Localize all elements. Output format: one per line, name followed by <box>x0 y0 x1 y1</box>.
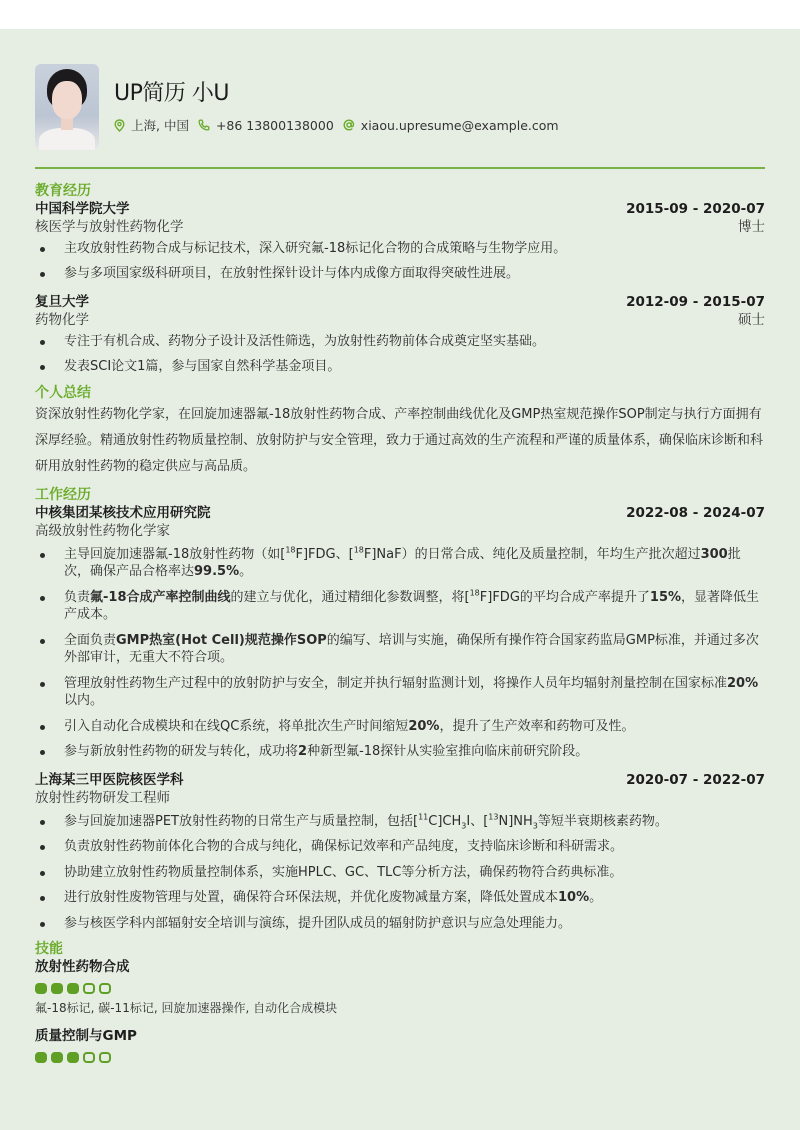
bullet-item: 参与核医学科内部辐射安全培训与演练，提升团队成员的辐射防护意识与应急处理能力。 <box>35 915 765 933</box>
contact-phone <box>198 118 334 133</box>
bullet-item: 参与回旋加速器PET放射性药物的日常生产与质量控制，包括$[^{11}C]CH_3I$、$[^{13}N]NH_3$等短半衰期核素药物。 <box>35 813 765 831</box>
location-pin-icon <box>114 119 125 132</box>
summary-section <box>35 384 765 480</box>
filled-level-dot-icon <box>51 983 63 994</box>
education-dates: 2012-09 - 2015-07 <box>626 293 765 310</box>
work-entry <box>35 504 765 761</box>
school-name: 复旦大学 <box>35 293 89 310</box>
bullet-item: 全面负责GMP热室(Hot Cell)规范操作SOP的编写、培训与实施，确保所有操作符合国家药监局GMP标准，并通过多次外部审计，无重大不符合项。 <box>35 632 765 667</box>
empty-level-dot-icon <box>99 1052 111 1063</box>
section-title-skills: 技能 <box>35 941 63 957</box>
skill-name: 质量控制与GMP <box>35 1028 137 1044</box>
school-name: 中国科学院大学 <box>35 200 130 217</box>
education-bullets <box>35 333 765 376</box>
bullet-item: 专注于有机合成、药物分子设计及活性筛选，为放射性药物前体合成奠定坚实基础。 <box>35 333 765 351</box>
bullet-item: 参与新放射性药物的研发与转化，成功将2种新型氟-18探针从实验室推向临床前研究阶段。 <box>35 743 765 761</box>
filled-level-dot-icon <box>35 983 47 994</box>
summary-text: 资深放射性药物化学家，在回旋加速器氟-18放射性药物合成、产率控制曲线优化及GMP热室规范操作SOP制定与执行方面拥有深厚经验。精通放射性药物质量控制、放射防护与安全管理，致力于通过高效的生产流程和严谨的质量体系，确保临床诊断和科研用放射性药物的稳定供应与高品质。 <box>35 406 764 474</box>
major: 药物化学 <box>35 311 89 328</box>
bullet-item: 主导回旋加速器氟-18放射性药物（如[$^{18}$F]FDG、[$^{18}$F]NaF）的日常合成、纯化及质量控制，年均生产批次超过300批次，确保产品合格率达99.5%。 <box>35 546 765 581</box>
job-role: 放射性药物研发工程师 <box>35 789 170 806</box>
job-role: 高级放射性药物化学家 <box>35 522 170 539</box>
education-dates: 2015-09 - 2020-07 <box>626 200 765 217</box>
work-entry <box>35 771 765 933</box>
email-text: xiaou.upresume@example.com <box>360 117 559 133</box>
skill-level-dots <box>35 1052 765 1063</box>
skill-name: 放射性药物合成 <box>35 959 130 975</box>
bullet-item: 引入自动化合成模块和在线QC系统，将单批次生产时间缩短20%，提升了生产效率和药物可及性。 <box>35 718 765 736</box>
empty-level-dot-icon <box>83 983 95 994</box>
at-sign-icon <box>343 119 355 131</box>
bullet-item: 协助建立放射性药物质量控制体系，实施HPLC、GC、TLC等分析方法，确保药物符合药典标准。 <box>35 864 765 882</box>
bullet-item: 参与多项国家级科研项目，在放射性探针设计与体内成像方面取得突破性进展。 <box>35 265 765 283</box>
education-bullets <box>35 240 765 283</box>
contact-row <box>114 116 568 134</box>
filled-level-dot-icon <box>35 1052 47 1063</box>
phone-text: +86 13800138000 <box>215 117 334 133</box>
empty-level-dot-icon <box>83 1052 95 1063</box>
top-blank-bar <box>0 0 800 29</box>
education-entry <box>35 293 765 376</box>
education-entry <box>35 200 765 283</box>
bullet-item: 负责放射性药物前体化合物的合成与纯化，确保标记效率和产品纯度，支持临床诊断和科研需求。 <box>35 838 765 856</box>
header-divider <box>35 167 765 169</box>
education-section <box>35 182 765 376</box>
degree: 硕士 <box>738 311 765 328</box>
work-section <box>35 486 765 933</box>
work-bullets <box>35 546 765 761</box>
location-text: 上海, 中国 <box>131 118 189 133</box>
company-name: 上海某三甲医院核医学科 <box>35 771 184 788</box>
candidate-name: UP简历 小U <box>114 81 229 106</box>
skills-section <box>35 940 765 1063</box>
resume-page <box>0 29 800 1130</box>
bullet-item: 主攻放射性药物合成与标记技术，深入研究氟-18标记化合物的合成策略与生物学应用。 <box>35 240 765 258</box>
work-dates: 2020-07 - 2022-07 <box>626 771 765 788</box>
skill-level-dots <box>35 983 765 994</box>
skill-tags: 氟-18标记, 碳-11标记, 回旋加速器操作, 自动化合成模块 <box>35 1001 338 1015</box>
company-name: 中核集团某核技术应用研究院 <box>35 504 211 521</box>
skill-item <box>35 1027 765 1063</box>
resume-header <box>35 29 765 151</box>
contact-email <box>343 118 559 133</box>
skill-item <box>35 958 765 1016</box>
contact-location <box>114 116 189 134</box>
major: 核医学与放射性药物化学 <box>35 218 184 235</box>
work-dates: 2022-08 - 2024-07 <box>626 504 765 521</box>
bullet-item: 负责氟-18合成产率控制曲线的建立与优化，通过精细化参数调整，将[$^{18}$F]FDG的平均合成产率提升了15%，显著降低生产成本。 <box>35 589 765 624</box>
phone-icon <box>198 119 210 131</box>
bullet-item: 管理放射性药物生产过程中的放射防护与安全，制定并执行辐射监测计划，将操作人员年均辐射剂量控制在国家标准20%以内。 <box>35 675 765 710</box>
filled-level-dot-icon <box>67 983 79 994</box>
section-title-education: 教育经历 <box>35 182 91 199</box>
work-bullets <box>35 813 765 933</box>
avatar-photo <box>35 64 99 150</box>
section-title-work: 工作经历 <box>35 486 91 503</box>
degree: 博士 <box>738 218 765 235</box>
bullet-item: 发表SCI论文1篇，参与国家自然科学基金项目。 <box>35 358 765 376</box>
empty-level-dot-icon <box>99 983 111 994</box>
bullet-item: 进行放射性废物管理与处置，确保符合环保法规，并优化废物减量方案，降低处置成本10%。 <box>35 889 765 907</box>
filled-level-dot-icon <box>51 1052 63 1063</box>
header-info <box>114 80 568 134</box>
section-title-summary: 个人总结 <box>35 384 91 401</box>
filled-level-dot-icon <box>67 1052 79 1063</box>
